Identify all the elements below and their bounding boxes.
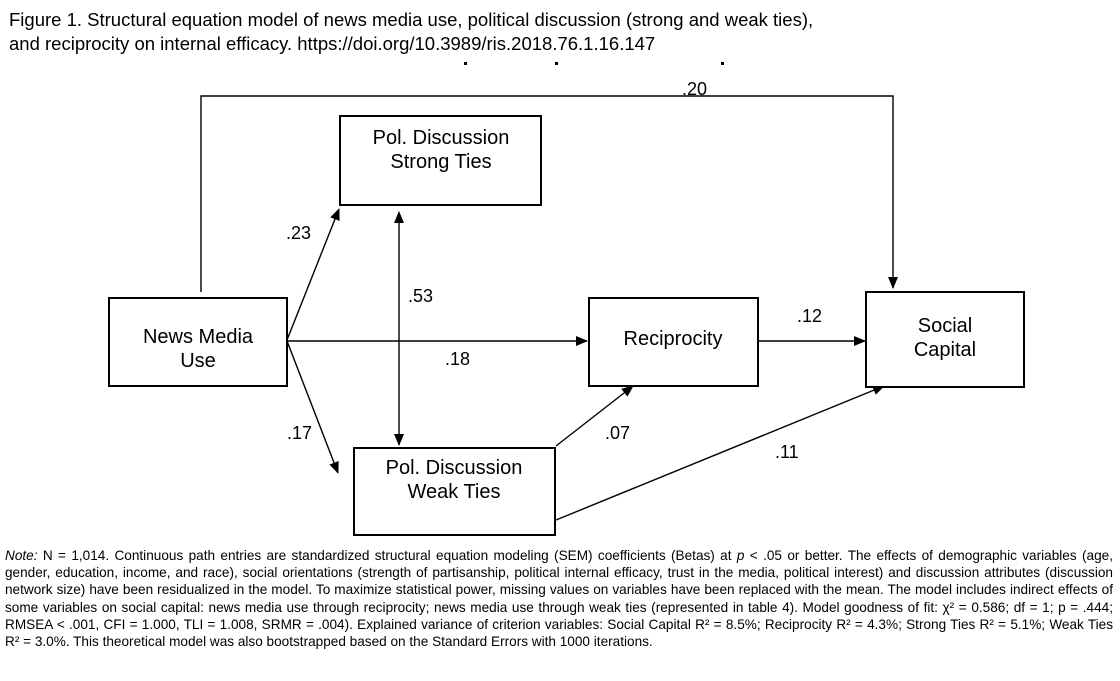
node-capital-line-2: Capital xyxy=(913,339,977,361)
node-news-line-2: Use xyxy=(180,350,216,372)
note-p-symbol: p xyxy=(736,548,745,563)
caption-line-1: Figure 1. Structural equation model of news media use, political discussion (strong and weak ties), xyxy=(9,9,814,30)
node-capital-line-1: Social xyxy=(917,315,973,337)
node-weak-ties xyxy=(354,448,555,535)
node-weak-line-1: Pol. Discussion xyxy=(385,457,523,479)
coef-news-to-weak: .17 xyxy=(287,423,313,443)
node-reciprocity-line-1: Reciprocity xyxy=(623,328,723,350)
node-news-media-use xyxy=(109,298,287,386)
note-lead: Note: xyxy=(5,548,38,563)
figure-note xyxy=(5,547,1113,650)
node-reciprocity xyxy=(589,298,758,386)
coef-weak-to-reciprocity: .07 xyxy=(605,423,631,443)
clipped-text-fragment xyxy=(555,62,558,65)
node-news-line-1: News Media xyxy=(142,326,254,348)
node-strong-ties xyxy=(340,116,541,205)
node-social-capital xyxy=(866,292,1024,387)
coef-weak-to-capital: .11 xyxy=(775,442,799,462)
path-news-to-weak xyxy=(287,341,338,473)
note-text-2: < .05 or better. The effects of demographic variables (age, gender, education, income, and race), social orientations (strength of partisanship, political internal efficacy, trust in the media, political interest) and discussion attributes (discussion network size) have been residualized in the model. To maximize statistical power, missing values on variables have been replaced with the mean. The model includes indirect effects of some variables on social capital: news media use through reciprocity; news media use through weak ties (represented in table 4). Model goodness of fit: χ² = 0.586; df = 1; p = .444; RMSEA < .001, CFI = 1.000, TLI = 1.008, SRMR = .004). Explained variance of criterion variables: Social Capital R² = 8.5%; Reciprocity R² = 4.3%; Strong Ties R² = 5.1%; Weak Ties R² = 3.0%. This theoretical model was also bootstrapped based on the Standard Errors with 1000 iterations. xyxy=(5,548,1113,650)
clipped-text-fragment xyxy=(464,62,467,65)
caption-line-2: and reciprocity on internal efficacy. https://doi.org/10.3989/ris.2018.76.1.16.147 xyxy=(9,33,656,54)
path-news-to-capital xyxy=(201,96,893,292)
note-text-1: N = 1,014. Continuous path entries are standardized structural equation modeling (SEM) coefficients (Betas) at xyxy=(37,548,737,563)
node-strong-line-1: Pol. Discussion xyxy=(372,127,510,149)
coef-reciprocity-to-capital: .12 xyxy=(797,306,823,326)
clipped-text-fragment xyxy=(721,62,724,65)
coef-strong-weak: .53 xyxy=(408,286,434,306)
coef-news-to-capital: .20 xyxy=(682,79,708,99)
path-weak-to-capital xyxy=(556,386,884,520)
coef-news-to-reciprocity: .18 xyxy=(445,349,471,369)
node-strong-line-2: Strong Ties xyxy=(390,151,492,173)
node-weak-line-2: Weak Ties xyxy=(407,481,501,503)
coef-news-to-strong: .23 xyxy=(286,223,312,243)
